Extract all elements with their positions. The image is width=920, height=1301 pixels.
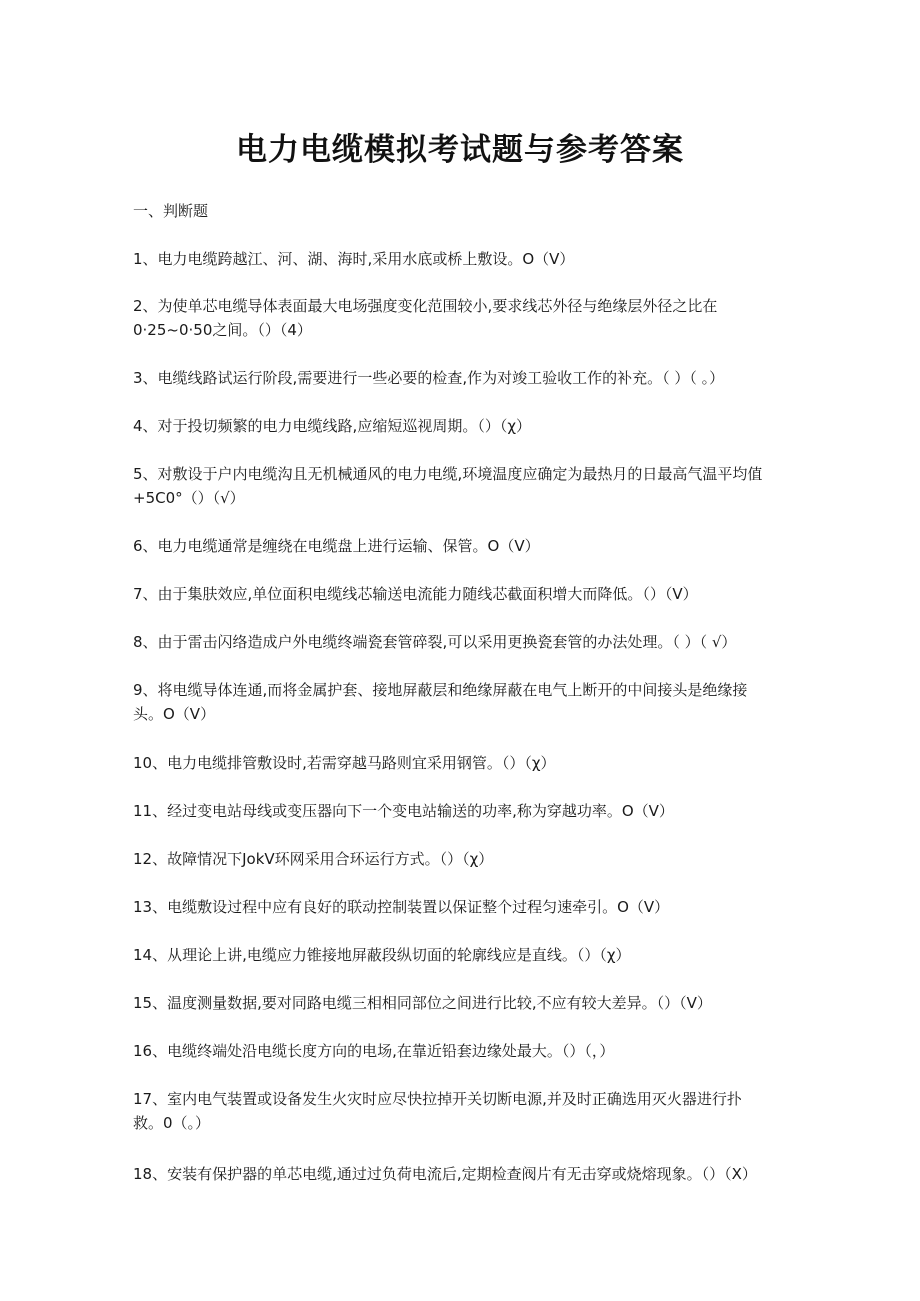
question-item bbox=[133, 366, 793, 390]
question-item bbox=[133, 751, 793, 775]
question-item bbox=[133, 630, 793, 654]
question-item bbox=[133, 582, 793, 606]
question-line: 16、电缆终端处沿电缆长度方向的电场,在靠近铅套边缘处最大。（）（，） bbox=[133, 1042, 615, 1060]
question-line: 10、电力电缆排管敷设时,若需穿越马路则宜采用钢管。（）（χ） bbox=[133, 754, 556, 772]
question-item bbox=[133, 895, 793, 919]
question-line: 4、对于投切频繁的电力电缆线路,应缩短巡视周期。（）（χ） bbox=[133, 417, 531, 435]
question-item bbox=[133, 294, 793, 342]
question-item bbox=[133, 847, 793, 871]
question-line: 3、电缆线路试运行阶段,需要进行一些必要的检查,作为对竣工验收工作的补充。（ ）（ 。） bbox=[133, 369, 725, 387]
question-item bbox=[133, 678, 793, 726]
question-item bbox=[133, 1039, 793, 1063]
question-line: 6、电力电缆通常是缠绕在电缆盘上进行运输、保管。O（V） bbox=[133, 537, 540, 555]
question-line: 9、将电缆导体连通,而将金属护套、接地屏蔽层和绝缘屏蔽在电气上断开的中间接头是绝缘接 bbox=[133, 681, 748, 699]
document-title: 电力电缆模拟考试题与参考答案 bbox=[236, 132, 684, 168]
question-item bbox=[133, 1162, 793, 1186]
question-line: 18、安装有保护器的单芯电缆,通过过负荷电流后,定期检查阀片有无击穿或烧熔现象。（）（X） bbox=[133, 1165, 757, 1183]
question-line: 0·25~0·50之间。（）（4） bbox=[133, 321, 312, 339]
question-line: +5C0°（）（√） bbox=[133, 489, 245, 507]
question-item bbox=[133, 247, 793, 271]
question-line: 11、经过变电站母线或变压器向下一个变电站输送的功率,称为穿越功率。O（V） bbox=[133, 802, 674, 820]
question-item bbox=[133, 534, 793, 558]
question-line: 救。0（。） bbox=[133, 1114, 211, 1132]
question-line: 14、从理论上讲,电缆应力锥接地屏蔽段纵切面的轮廓线应是直线。（）（χ） bbox=[133, 946, 631, 964]
question-item bbox=[133, 462, 793, 510]
question-line: 1、电力电缆跨越江、河、湖、海时,采用水底或桥上敷设。O（V） bbox=[133, 250, 575, 268]
question-line: 7、由于集肤效应,单位面积电缆线芯输送电流能力随线芯截面积增大而降低。（）（V） bbox=[133, 585, 698, 603]
question-item bbox=[133, 799, 793, 823]
question-item bbox=[133, 943, 793, 967]
question-line: 2、为使单芯电缆导体表面最大电场强度变化范围较小,要求线芯外径与绝缘层外径之比在 bbox=[133, 297, 718, 315]
question-line: 13、电缆敷设过程中应有良好的联动控制装置以保证整个过程匀速牵引。O（V） bbox=[133, 898, 670, 916]
question-line: 17、室内电气装置或设备发生火灾时应尽快拉掉开关切断电源,并及时正确选用灭火器进行扑 bbox=[133, 1090, 742, 1108]
question-line: 8、由于雷击闪络造成户外电缆终端瓷套管碎裂,可以采用更换瓷套管的办法处理。（ ）（ √） bbox=[133, 633, 737, 651]
question-item bbox=[133, 991, 793, 1015]
question-item bbox=[133, 1087, 793, 1135]
section-heading: 一、判断题 bbox=[133, 202, 209, 220]
question-line: 5、对敷设于户内电缆沟且无机械通风的电力电缆,环境温度应确定为最热月的日最高气温平均值 bbox=[133, 465, 763, 483]
question-line: 12、故障情况下JokV环网采用合环运行方式。（）（χ） bbox=[133, 850, 494, 868]
question-item bbox=[133, 414, 793, 438]
question-line: 15、温度测量数据,要对同路电缆三相相同部位之间进行比较,不应有较大差异。（）（V） bbox=[133, 994, 712, 1012]
question-line: 头。O（V） bbox=[133, 705, 216, 723]
